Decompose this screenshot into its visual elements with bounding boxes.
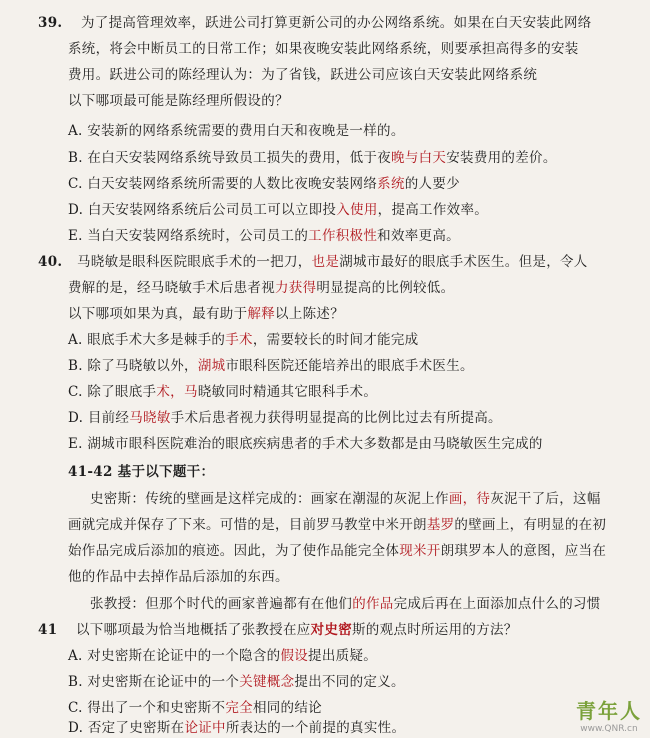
q39-option-c: C. 白天安装网络系统所需要的人数比夜晚安装网络系统的人要少 <box>68 176 460 192</box>
q39-stem-line-4: 以下哪项最可能是陈经理所假设的？ <box>68 93 289 109</box>
q39-stem-line-3: 费用。跃进公司的陈经理认为：为了省钱，跃进公司应该白天安装此网络系统 <box>68 67 538 83</box>
question-number: 40. <box>38 254 63 270</box>
q40-option-e: E. 湖城市眼科医院难治的眼底疾病患者的手术大多数都是由马晓敏医生完成的 <box>68 436 543 452</box>
q40-stem-line-3: 以下哪项如果为真，最有助于解释以上陈述？ <box>68 306 345 322</box>
site-watermark <box>576 695 642 734</box>
q40-stem-line-1: 40. 马晓敏是眼科医院眼底手术的一把刀，也是湖城市最好的眼底手术医生。但是，令人 <box>38 254 588 270</box>
q39-option-d: D. 白天安装网络系统后公司员工可以立即投入使用，提高工作效率。 <box>68 202 489 218</box>
q40-option-c: C. 除了眼底手术，马晓敏同时精通其它眼科手术。 <box>68 384 378 400</box>
q40-option-d: D. 目前经马晓敏手术后患者视力获得明显提高的比例比过去有所提高。 <box>68 410 502 426</box>
smith-para-line-1: 史密斯：传统的壁画是这样完成的：画家在潮湿的灰泥上作画，待灰泥干了后，这幅 <box>90 491 601 507</box>
q41-option-d: D. 否定了史密斯在论证中所表达的一个前提的真实性。 <box>68 720 406 736</box>
q40-option-b: B. 除了马晓敏以外，湖城市眼科医院还能培养出的眼底手术医生。 <box>68 358 474 374</box>
q41-stem: 41 以下哪项最为恰当地概括了张教授在应对史密斯的观点时所运用的方法？ <box>38 622 518 638</box>
smith-para-line-4: 他的作品中去掉作品后添加的东西。 <box>68 569 289 585</box>
q41-option-a: A. 对史密斯在论证中的一个隐含的假设提出质疑。 <box>68 648 378 664</box>
q40-stem-line-2: 费解的是，经马晓敏手术后患者视力获得明显提高的比例较低。 <box>68 280 455 296</box>
watermark-url: www.QNR.cn <box>580 724 638 734</box>
question-number: 41 <box>38 622 58 638</box>
watermark-logo-text: 青年人 <box>576 699 642 723</box>
q39-stem-line-2: 系统，将会中断员工的日常工作；如果夜晚安装此网络系统，则要承担高得多的安装 <box>68 41 579 57</box>
q39-stem-line-1: 39. 为了提高管理效率，跃进公司打算更新公司的办公网络系统。如果在白天安装此网络 <box>38 15 592 31</box>
q39-option-e: E. 当白天安装网络系统时，公司员工的工作积极性和效率更高。 <box>68 228 460 244</box>
question-number: 39. <box>38 15 63 31</box>
q40-option-a: A. 眼底手术大多是棘手的手术，需要较长的时间才能完成 <box>68 332 419 348</box>
q41-option-c: C. 得出了一个和史密斯不完全相同的结论 <box>68 700 322 716</box>
smith-para-line-3: 始作品完成后添加的痕迹。因此，为了使作品能完全体现米开朗琪罗本人的意图，应当在 <box>68 543 607 559</box>
q41-42-intro: 41-42 基于以下题干： <box>68 464 215 480</box>
q39-option-a: A. 安装新的网络系统需要的费用白天和夜晚是一样的。 <box>68 123 405 139</box>
zhang-para-line-1: 张教授：但那个时代的画家普遍都有在他们的作品完成后再在上面添加点什么的习惯 <box>90 596 601 612</box>
smith-para-line-2: 画就完成并保存了下来。可惜的是，目前罗马教堂中米开朗基罗的壁画上，有明显的在初 <box>68 517 607 533</box>
q39-option-b: B. 在白天安装网络系统导致员工损失的费用，低于夜晚与白天安装费用的差价。 <box>68 150 557 166</box>
q41-option-b: B. 对史密斯在论证中的一个关键概念提出不同的定义。 <box>68 674 405 690</box>
